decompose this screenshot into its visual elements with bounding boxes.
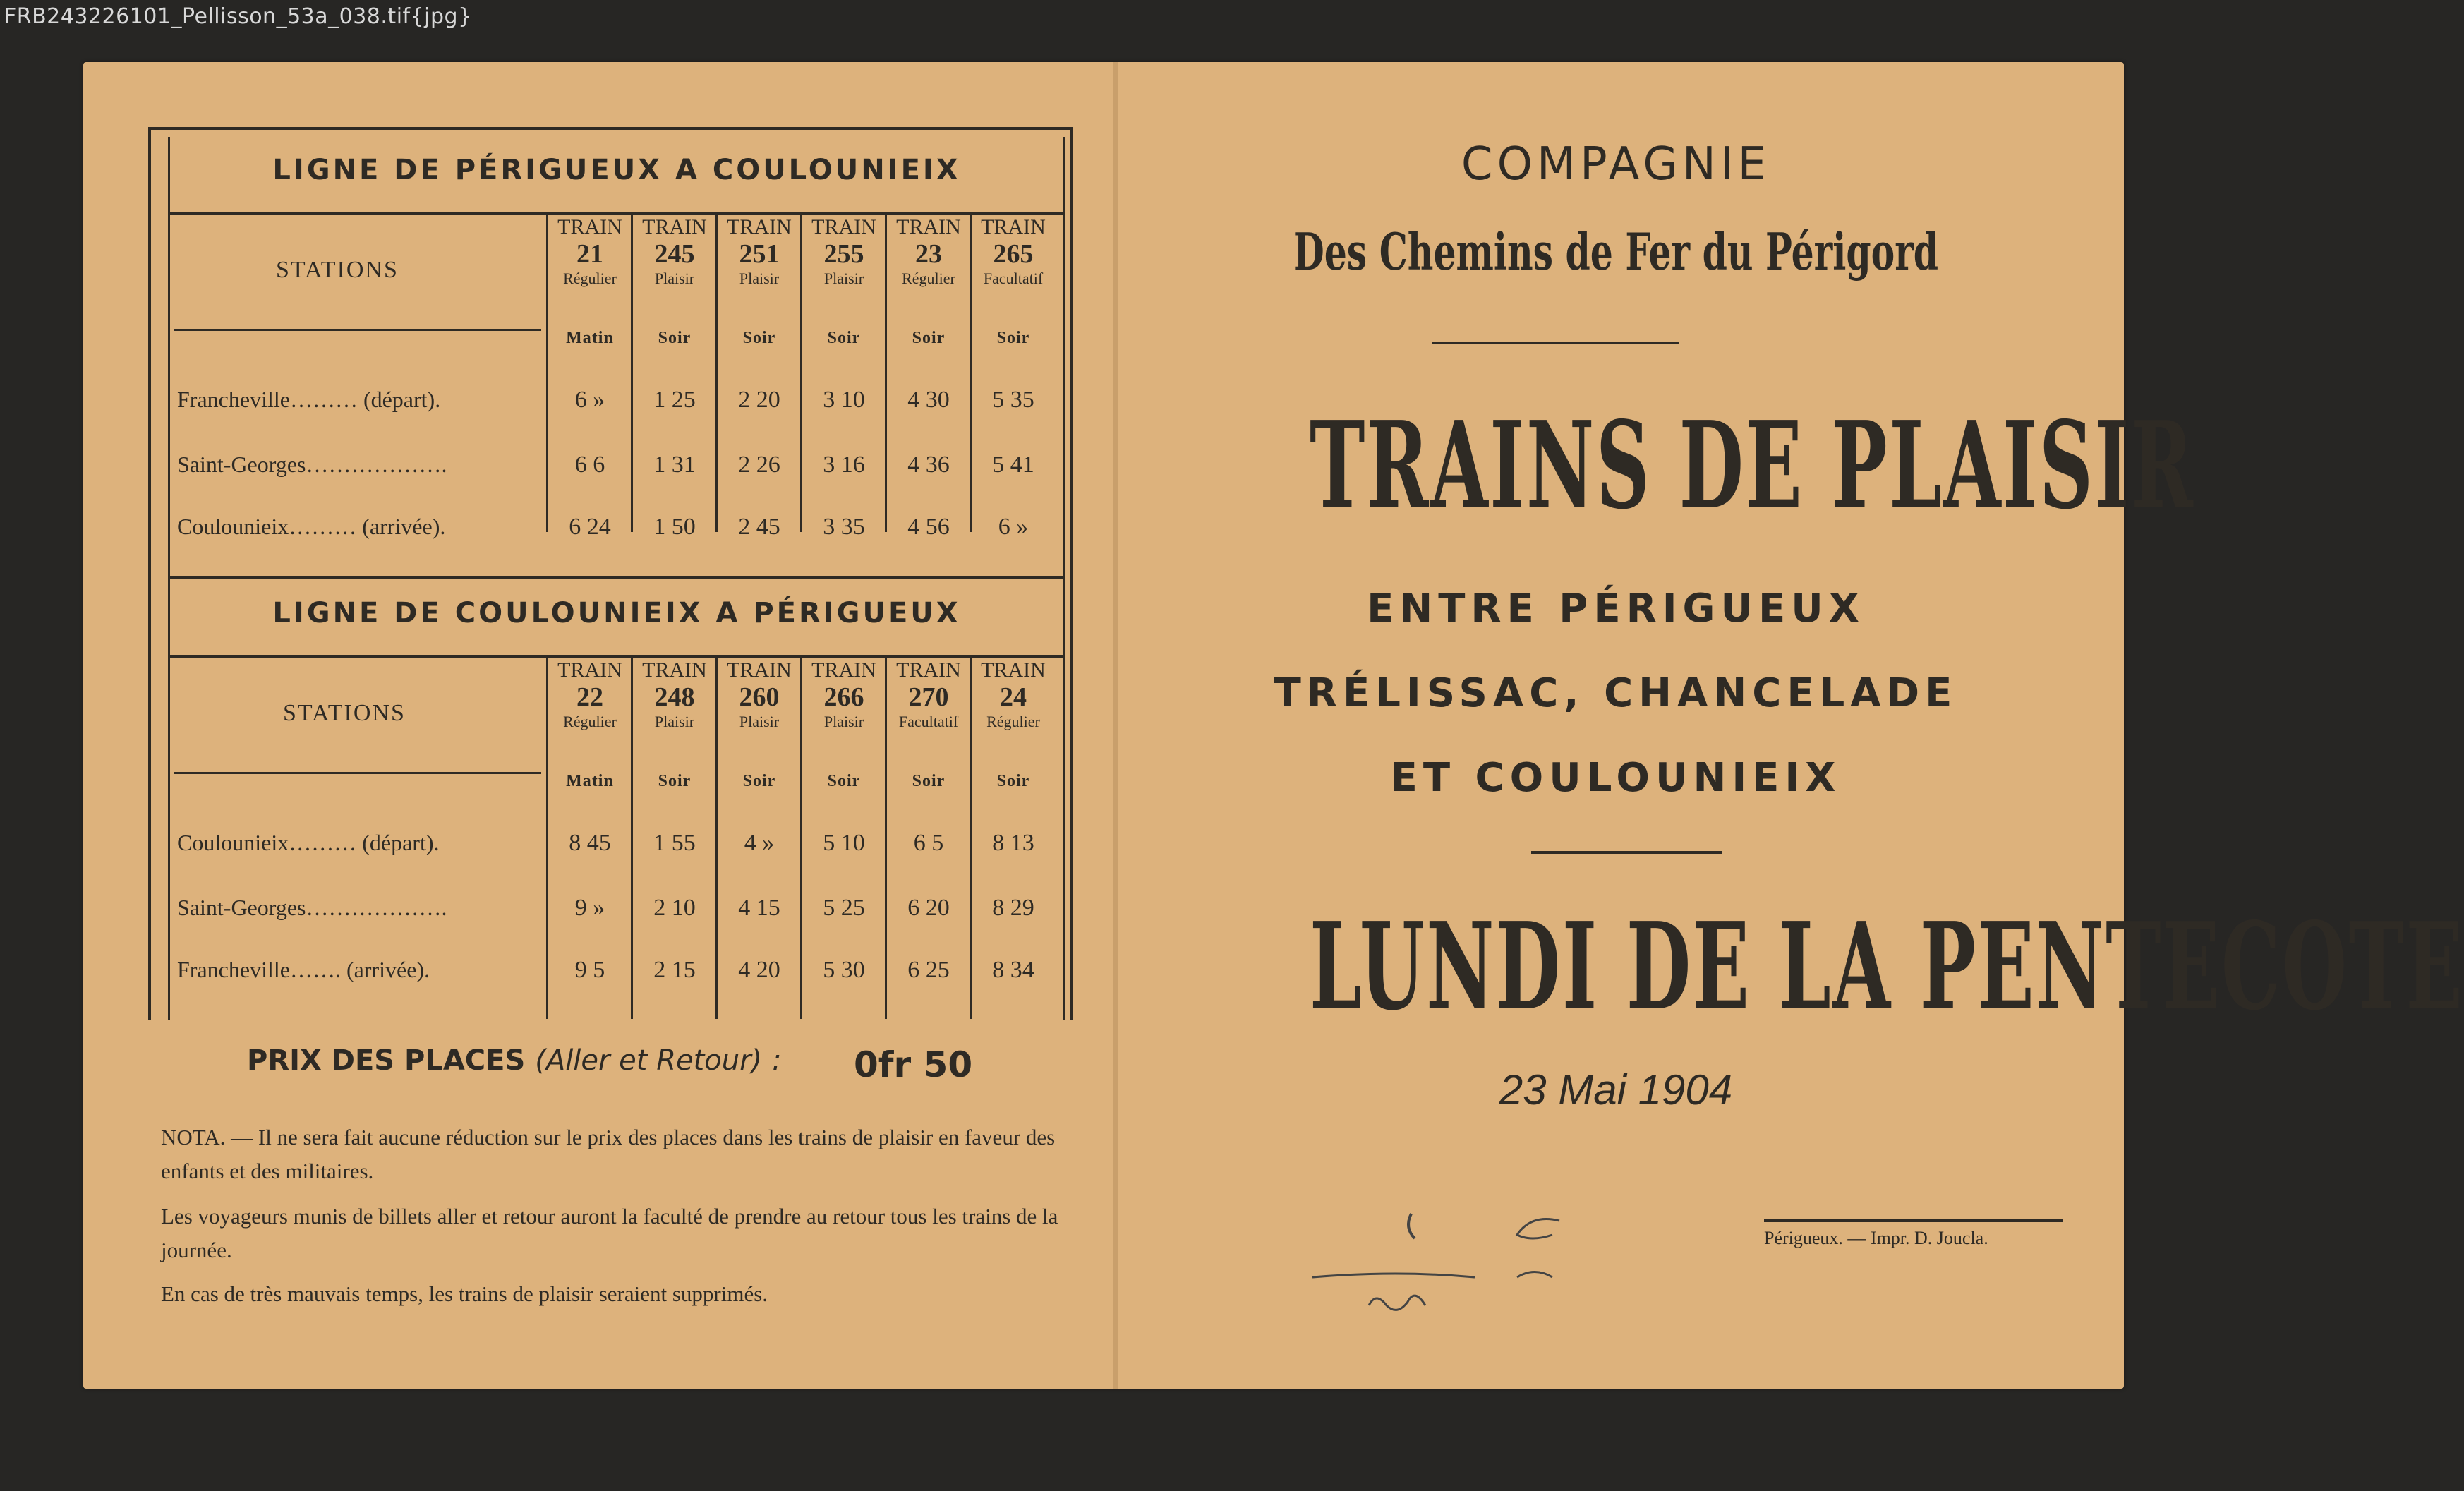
time-of-day: Matin [566,772,614,790]
train-label: TRAIN [557,215,622,239]
train-kind: Régulier [902,270,955,287]
route-line-3: ET COULOUNIEIX [1390,755,1842,801]
train-column-header [633,216,716,288]
timetable-frame [148,127,1073,1020]
departure-time-cell: 8 13 [992,830,1034,856]
train-kind: Régulier [986,713,1040,730]
departure-time-cell: 8 29 [992,895,1034,921]
train-column-header [887,216,970,288]
price-paren: (Aller et Retour) [535,1044,763,1077]
train-label: TRAIN [811,215,876,239]
table1-title: LIGNE DE PÉRIGUEUX A COULOUNIEIX [272,154,961,186]
time-of-day: Soir [827,329,861,347]
departure-time-cell: 5 25 [823,895,865,921]
timetable-panel [148,127,1067,1016]
divider [174,329,541,331]
divider [174,772,541,774]
event-date: 23 Mai 1904 [1499,1066,1733,1113]
train-kind: Facultatif [983,270,1044,287]
departure-time-cell: 6 20 [907,895,950,921]
time-of-day: Soir [742,329,776,347]
table2-title: LIGNE DE COULOUNIEIX A PÉRIGUEUX [272,597,961,629]
price-value: 0fr 50 [854,1044,973,1085]
price-colon: : [772,1044,782,1077]
divider [170,655,1063,658]
train-label: TRAIN [727,215,792,239]
departure-time-cell: 4 56 [907,514,950,540]
departure-time-cell: 3 16 [823,452,865,478]
train-number: 24 [1000,682,1027,712]
train-label: TRAIN [727,658,792,682]
note-nota: NOTA. — Il ne sera fait aucune réduction sur le prix des places dans les trains de plaisir en faveur des enfants et des militaires. [161,1125,1056,1183]
time-of-day: Soir [742,772,776,790]
divider [170,212,1063,215]
train-kind: Plaisir [739,713,780,730]
departure-time-cell: 5 35 [992,387,1034,413]
departure-time-cell: 4 15 [738,895,780,921]
train-column-header [718,659,801,731]
train-column-header [887,659,970,731]
train-kind: Facultatif [898,713,959,730]
station-name: Saint-Georges………………. [177,452,447,477]
departure-time-cell: 6 6 [574,452,605,478]
train-column-header [548,659,632,731]
train-number: 22 [576,682,603,712]
train-kind: Plaisir [823,713,864,730]
train-kind: Régulier [563,713,617,730]
train-kind: Régulier [563,270,617,287]
train-column-header [802,659,886,731]
departure-time-cell: 8 45 [569,830,611,856]
train-label: TRAIN [811,658,876,682]
station-name: Coulounieix……… (arrivée). [177,514,446,539]
train-label: TRAIN [557,658,622,682]
printer-rule [1764,1219,2063,1222]
train-number: 248 [654,682,695,712]
departure-time-cell: 6 24 [569,514,611,540]
train-number: 23 [915,239,942,269]
table2-stations-header: STATIONS [283,700,406,726]
departure-time-cell: 1 50 [653,514,696,540]
note-billets: Les voyageurs munis de billets aller et retour auront la faculté de prendre au retour tous les trains de la journée. [161,1204,1058,1262]
departure-time-cell: 5 41 [992,452,1034,478]
departure-time-cell: 9 » [574,895,605,921]
departure-time-cell: 2 10 [653,895,696,921]
train-number: 255 [823,239,864,269]
train-column-header [718,216,801,288]
printer-credit: Périgueux. — Impr. D. Joucla. [1764,1228,1988,1248]
departure-time-cell: 1 25 [653,387,696,413]
departure-time-cell: 3 10 [823,387,865,413]
train-number: 266 [823,682,864,712]
train-kind: Plaisir [823,270,864,287]
departure-time-cell: 6 5 [913,830,944,856]
departure-time-cell: 4 30 [907,387,950,413]
pencil-notes-drawing [1305,1200,1574,1327]
train-number: 245 [654,239,695,269]
time-of-day: Matin [566,329,614,347]
time-of-day: Soir [912,329,946,347]
departure-time-cell: 2 20 [738,387,780,413]
departure-time-cell: 1 55 [653,830,696,856]
departure-time-cell: 5 30 [823,957,865,983]
timetable-inner [168,137,1065,1020]
departure-time-cell: 2 45 [738,514,780,540]
train-kind: Plaisir [739,270,780,287]
train-column-header [633,659,716,731]
time-of-day: Soir [996,772,1030,790]
table1-stations-header: STATIONS [276,257,399,283]
time-of-day: Soir [912,772,946,790]
route-line-1: ENTRE PÉRIGUEUX [1367,586,1865,632]
main-title: TRAINS DE PLAISIR [1310,395,2195,536]
time-of-day: Soir [658,329,692,347]
train-number: 260 [739,682,780,712]
departure-time-cell: 2 15 [653,957,696,983]
time-of-day: Soir [658,772,692,790]
divider [170,576,1063,579]
route-line-2: TRÉLISSAC, CHANCELADE [1274,670,1958,716]
train-number: 251 [739,239,780,269]
station-name: Francheville……. (arrivée). [177,957,430,982]
train-kind: Plaisir [654,713,695,730]
company-name: COMPAGNIE [1461,138,1771,191]
departure-time-cell: 1 31 [653,452,696,478]
departure-time-cell: 2 26 [738,452,780,478]
departure-time-cell: 9 5 [574,957,605,983]
price-label: PRIX DES PLACES [247,1044,526,1077]
departure-time-cell: 4 » [744,830,775,856]
train-label: TRAIN [896,658,961,682]
departure-time-cell: 4 20 [738,957,780,983]
station-name: Saint-Georges………………. [177,895,447,920]
departure-time-cell: 4 36 [907,452,950,478]
time-of-day: Soir [996,329,1030,347]
train-column-header [972,659,1055,731]
file-name-label: FRB243226101_Pellisson_53a_038.tif{jpg} [4,4,472,29]
departure-time-cell: 6 » [998,514,1029,540]
train-label: TRAIN [981,658,1046,682]
departure-time-cell: 5 10 [823,830,865,856]
train-label: TRAIN [642,215,707,239]
station-name: Francheville……… (départ). [177,387,441,412]
departure-time-cell: 3 35 [823,514,865,540]
train-column-header [972,216,1055,288]
train-number: 21 [576,239,603,269]
event-title: LUNDI DE LA PENTECOTE [1310,896,2464,1037]
station-name: Coulounieix……… (départ). [177,830,440,855]
train-number: 270 [908,682,949,712]
railway-name: Des Chemins de Fer du Périgord [1293,222,1938,282]
time-of-day: Soir [827,772,861,790]
train-label: TRAIN [981,215,1046,239]
train-column-header [548,216,632,288]
ornament-rule [1531,851,1722,854]
departure-time-cell: 8 34 [992,957,1034,983]
departure-time-cell: 6 » [574,387,605,413]
train-label: TRAIN [896,215,961,239]
note-mauvais-temps: En cas de très mauvais temps, les trains de plaisir seraient supprimés. [161,1281,768,1306]
train-column-header [802,216,886,288]
price-line [247,1044,782,1077]
ornament-rule [1432,342,1679,344]
departure-time-cell: 6 25 [907,957,950,983]
train-kind: Plaisir [654,270,695,287]
train-number: 265 [993,239,1034,269]
fold-line [1113,62,1118,1389]
train-label: TRAIN [642,658,707,682]
